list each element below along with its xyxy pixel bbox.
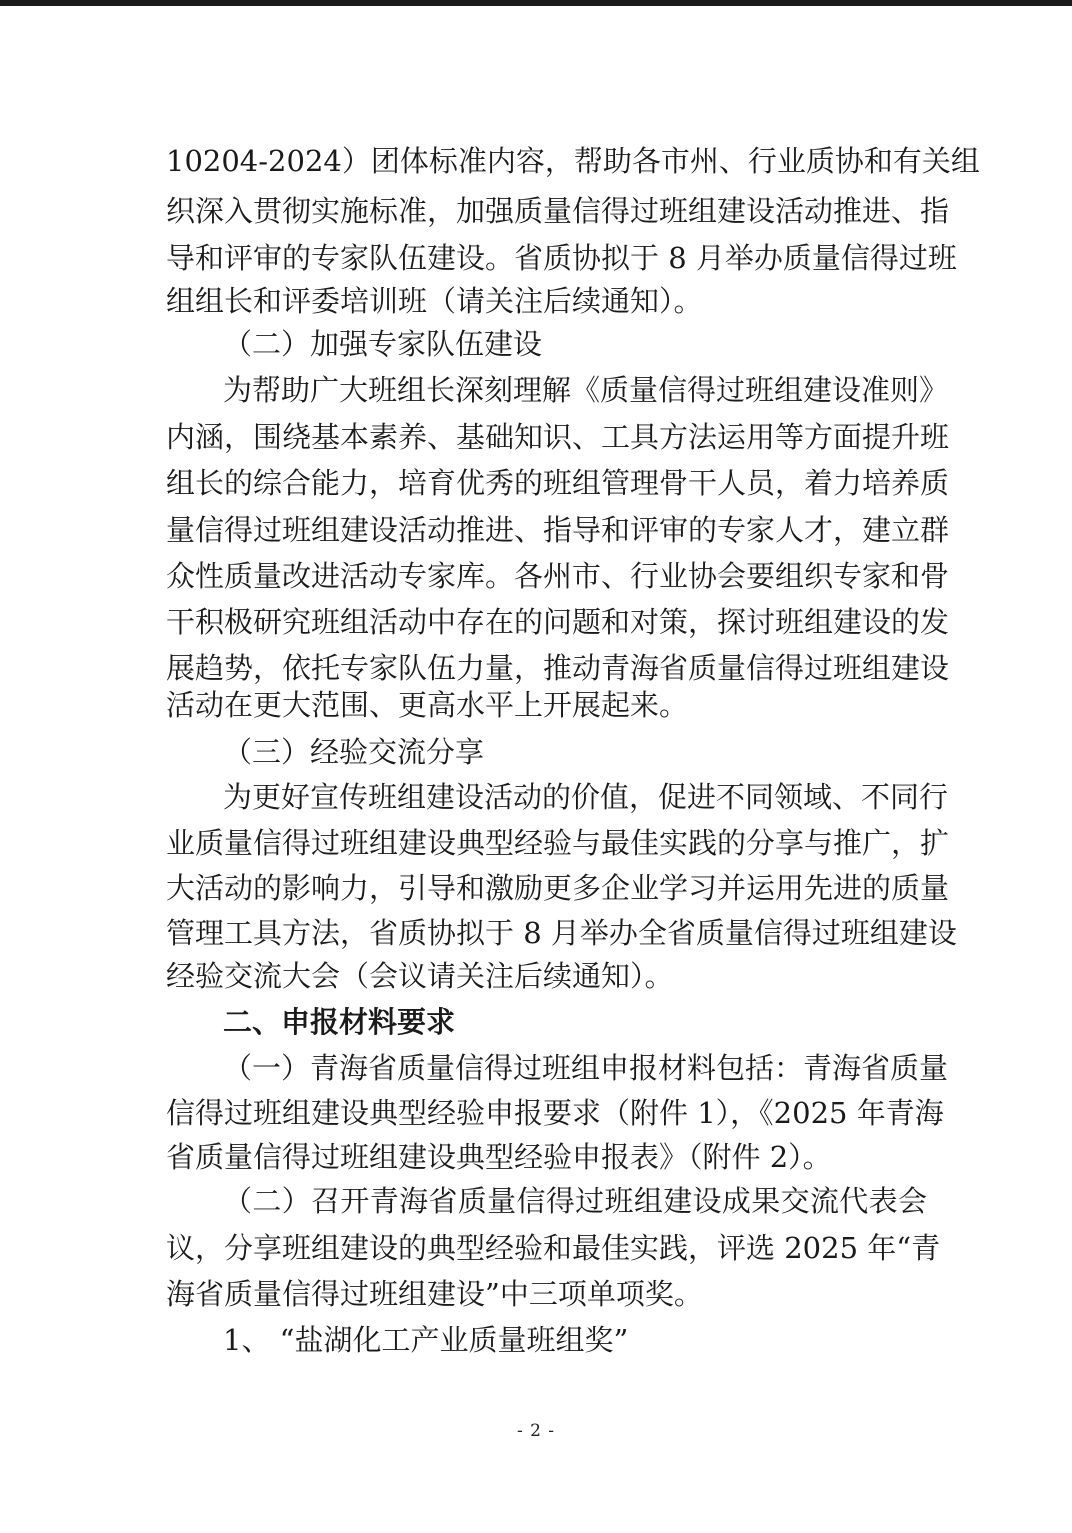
text-line: 展趋势，依托专家队伍力量，推动青海省质量信得过班组建设: [166, 651, 950, 685]
list-item: 1、 “盐湖化工产业质量班组奖”: [223, 1323, 629, 1357]
text-line: 干积极研究班组活动中存在的问题和对策，探讨班组建设的发: [166, 605, 950, 639]
text-line: 内涵，围绕基本素养、基础知识、工具方法运用等方面提升班: [166, 420, 950, 454]
section-heading: （二）加强专家队伍建设: [223, 327, 543, 361]
page-number: - 2 -: [516, 1421, 556, 1441]
text-line: 织深入贯彻实施标准，加强质量信得过班组建设活动推进、指: [166, 194, 950, 228]
text-line: 组长的综合能力，培育优秀的班组管理骨干人员，着力培养质: [166, 466, 950, 500]
text-line: 管理工具方法，省质协拟于 8 月举办全省质量信得过班组建设: [166, 916, 957, 950]
text-line: （二）召开青海省质量信得过班组建设成果交流代表会: [223, 1184, 927, 1218]
text-line: 省质量信得过班组建设典型经验申报表》（附件 2）。: [166, 1140, 832, 1174]
text-line: 量信得过班组建设活动推进、指导和评审的专家人才，建立群: [166, 513, 950, 547]
text-line: （一）青海省质量信得过班组申报材料包括：青海省质量: [223, 1051, 949, 1085]
text-line: 海省质量信得过班组建设”中三项单项奖。: [166, 1277, 703, 1311]
text-line: 为帮助广大班组长深刻理解《质量信得过班组建设准则》: [223, 373, 949, 407]
section-heading: （三）经验交流分享: [223, 735, 485, 769]
text-line: 业质量信得过班组建设典型经验与最佳实践的分享与推广，扩: [166, 826, 950, 860]
text-line: 10204-2024）团体标准内容，帮助各市州、行业质协和有关组: [166, 144, 980, 178]
text-line: 议，分享班组建设的典型经验和最佳实践，评选 2025 年“青: [166, 1231, 941, 1265]
text-line: 众性质量改进活动专家库。各州市、行业协会要组织专家和骨: [166, 559, 950, 593]
chapter-heading: 二、申报材料要求: [223, 1005, 456, 1039]
top-border: [0, 0, 1072, 6]
text-line: 信得过班组建设典型经验申报要求（附件 1），《2025 年青海: [166, 1096, 944, 1130]
text-line: 组组长和评委培训班（请关注后续通知）。: [166, 284, 703, 318]
text-line: 为更好宣传班组建设活动的价值，促进不同领域、不同行: [223, 780, 949, 814]
text-line: 大活动的影响力，引导和激励更多企业学习并运用先进的质量: [166, 871, 950, 905]
text-line: 经验交流大会（会议请关注后续通知）。: [166, 959, 674, 993]
text-line: 活动在更大范围、更高水平上开展起来。: [166, 688, 689, 722]
text-line: 导和评审的专家队伍建设。省质协拟于 8 月举办质量信得过班: [166, 241, 957, 275]
